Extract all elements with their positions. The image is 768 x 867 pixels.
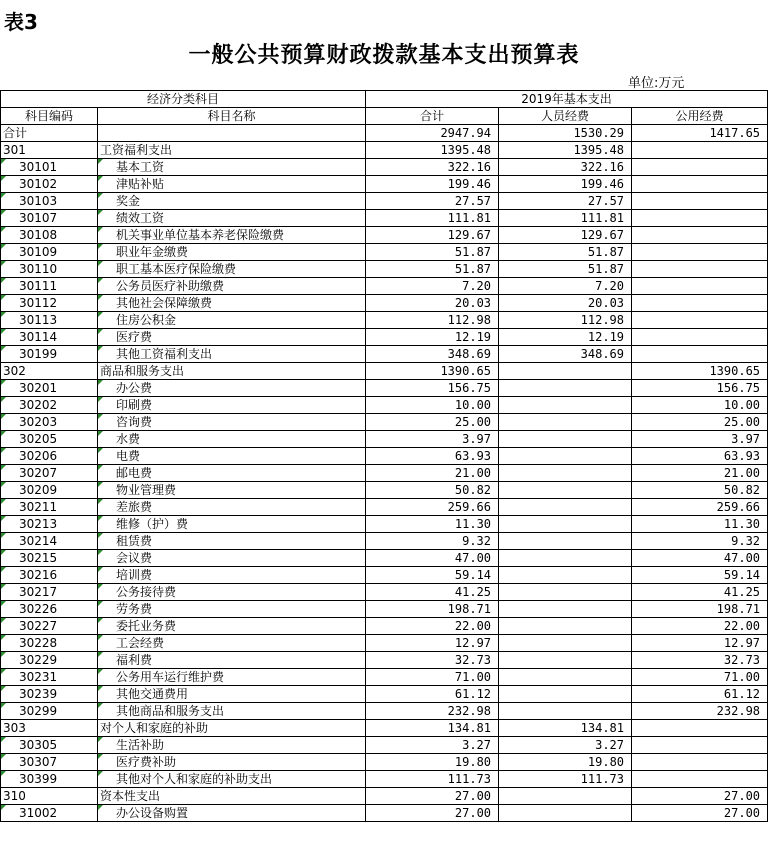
cell-total: 32.73 — [366, 652, 499, 669]
cell-subject-name: 奖金 — [98, 193, 366, 210]
cell-subject-name: 公务用车运行维护费 — [98, 669, 366, 686]
table-row — [1, 482, 768, 499]
table-row — [1, 618, 768, 635]
cell-total: 12.97 — [366, 635, 499, 652]
cell-subject-name: 租赁费 — [98, 533, 366, 550]
cell-total: 22.00 — [366, 618, 499, 635]
cell-subject-code: 30108 — [1, 227, 98, 244]
cell-public-funds: 259.66 — [632, 499, 768, 516]
unit-label: 单位:万元 — [628, 76, 685, 91]
cell-personnel-funds — [499, 601, 632, 618]
cell-subject-name: 公务员医疗补助缴费 — [98, 278, 366, 295]
cell-subject-code: 30203 — [1, 414, 98, 431]
cell-personnel-funds — [499, 431, 632, 448]
cell-subject-code: 30111 — [1, 278, 98, 295]
cell-subject-code: 30205 — [1, 431, 98, 448]
cell-subject-name: 其他对个人和家庭的补助支出 — [98, 771, 366, 788]
cell-public-funds — [632, 771, 768, 788]
cell-total: 156.75 — [366, 380, 499, 397]
cell-subject-code: 30229 — [1, 652, 98, 669]
table-row — [1, 669, 768, 686]
cell-total: 61.12 — [366, 686, 499, 703]
cell-public-funds: 47.00 — [632, 550, 768, 567]
cell-public-funds: 63.93 — [632, 448, 768, 465]
table-row — [1, 278, 768, 295]
cell-total: 63.93 — [366, 448, 499, 465]
cell-subject-code: 31002 — [1, 805, 98, 822]
cell-subject-code: 30305 — [1, 737, 98, 754]
cell-personnel-funds — [499, 499, 632, 516]
cell-subject-code: 30101 — [1, 159, 98, 176]
table-row — [1, 431, 768, 448]
cell-public-funds: 22.00 — [632, 618, 768, 635]
cell-subject-name: 其他交通费用 — [98, 686, 366, 703]
cell-total: 111.81 — [366, 210, 499, 227]
table-row — [1, 210, 768, 227]
cell-public-funds — [632, 295, 768, 312]
cell-public-funds: 32.73 — [632, 652, 768, 669]
cell-public-funds: 11.30 — [632, 516, 768, 533]
table-row — [1, 703, 768, 720]
table-number: 表3 — [4, 10, 38, 34]
cell-public-funds: 61.12 — [632, 686, 768, 703]
cell-public-funds — [632, 176, 768, 193]
header-personnel-funds: 人员经费 — [499, 108, 632, 125]
cell-subject-code: 30202 — [1, 397, 98, 414]
cell-public-funds: 3.97 — [632, 431, 768, 448]
cell-total: 20.03 — [366, 295, 499, 312]
table-row — [1, 516, 768, 533]
cell-subject-name: 维修（护）费 — [98, 516, 366, 533]
table-row — [1, 567, 768, 584]
cell-subject-name: 福利费 — [98, 652, 366, 669]
table-row — [1, 363, 768, 380]
table-body — [1, 125, 768, 822]
cell-personnel-funds — [499, 533, 632, 550]
cell-personnel-funds — [499, 550, 632, 567]
table-row — [1, 550, 768, 567]
header-public-funds: 公用经费 — [632, 108, 768, 125]
table-row — [1, 193, 768, 210]
cell-subject-name: 公务接待费 — [98, 584, 366, 601]
cell-total: 59.14 — [366, 567, 499, 584]
cell-personnel-funds: 12.19 — [499, 329, 632, 346]
cell-total: 47.00 — [366, 550, 499, 567]
header-total: 合计 — [366, 108, 499, 125]
cell-personnel-funds — [499, 788, 632, 805]
cell-public-funds: 41.25 — [632, 584, 768, 601]
budget-table — [0, 90, 768, 822]
cell-personnel-funds: 51.87 — [499, 244, 632, 261]
table-row — [1, 244, 768, 261]
cell-total: 11.30 — [366, 516, 499, 533]
table-row — [1, 414, 768, 431]
cell-total: 71.00 — [366, 669, 499, 686]
table-row — [1, 159, 768, 176]
cell-subject-code: 30109 — [1, 244, 98, 261]
cell-subject-code: 301 — [1, 142, 98, 159]
cell-personnel-funds: 129.67 — [499, 227, 632, 244]
page-title: 一般公共预算财政拨款基本支出预算表 — [188, 43, 580, 68]
cell-subject-name: 物业管理费 — [98, 482, 366, 499]
cell-subject-code: 30113 — [1, 312, 98, 329]
cell-total: 3.27 — [366, 737, 499, 754]
cell-subject-name — [98, 125, 366, 142]
cell-personnel-funds: 199.46 — [499, 176, 632, 193]
cell-subject-name: 其他商品和服务支出 — [98, 703, 366, 720]
cell-subject-name: 差旅费 — [98, 499, 366, 516]
cell-subject-code: 30399 — [1, 771, 98, 788]
cell-public-funds — [632, 312, 768, 329]
cell-subject-name: 住房公积金 — [98, 312, 366, 329]
cell-public-funds — [632, 346, 768, 363]
cell-public-funds: 27.00 — [632, 788, 768, 805]
header-row-columns — [1, 108, 768, 125]
cell-subject-code: 30214 — [1, 533, 98, 550]
cell-public-funds — [632, 720, 768, 737]
cell-personnel-funds: 1395.48 — [499, 142, 632, 159]
table-row — [1, 686, 768, 703]
cell-subject-code: 30231 — [1, 669, 98, 686]
table-row — [1, 601, 768, 618]
cell-total: 129.67 — [366, 227, 499, 244]
cell-total: 112.98 — [366, 312, 499, 329]
cell-total: 12.19 — [366, 329, 499, 346]
cell-subject-code: 30103 — [1, 193, 98, 210]
cell-total: 21.00 — [366, 465, 499, 482]
cell-personnel-funds — [499, 516, 632, 533]
cell-personnel-funds: 51.87 — [499, 261, 632, 278]
header-economic-classification: 经济分类科目 — [1, 91, 366, 108]
cell-subject-name: 津贴补贴 — [98, 176, 366, 193]
cell-subject-code: 30299 — [1, 703, 98, 720]
cell-subject-code: 30199 — [1, 346, 98, 363]
cell-total: 10.00 — [366, 397, 499, 414]
table-row — [1, 380, 768, 397]
cell-subject-code: 30215 — [1, 550, 98, 567]
cell-subject-code: 30226 — [1, 601, 98, 618]
table-row — [1, 397, 768, 414]
cell-total: 51.87 — [366, 261, 499, 278]
cell-subject-name: 基本工资 — [98, 159, 366, 176]
table-row — [1, 754, 768, 771]
cell-subject-name: 职业年金缴费 — [98, 244, 366, 261]
cell-public-funds — [632, 278, 768, 295]
cell-subject-code: 30228 — [1, 635, 98, 652]
cell-subject-code: 30239 — [1, 686, 98, 703]
cell-subject-name: 工资福利支出 — [98, 142, 366, 159]
cell-public-funds: 232.98 — [632, 703, 768, 720]
cell-personnel-funds: 322.16 — [499, 159, 632, 176]
cell-personnel-funds — [499, 482, 632, 499]
cell-subject-name: 电费 — [98, 448, 366, 465]
table-row — [1, 652, 768, 669]
cell-total: 259.66 — [366, 499, 499, 516]
cell-public-funds — [632, 193, 768, 210]
cell-subject-code: 30112 — [1, 295, 98, 312]
cell-public-funds: 9.32 — [632, 533, 768, 550]
table-row — [1, 584, 768, 601]
cell-total: 2947.94 — [366, 125, 499, 142]
header-row-group — [1, 91, 768, 108]
table-row — [1, 312, 768, 329]
table-row — [1, 771, 768, 788]
cell-total: 199.46 — [366, 176, 499, 193]
cell-total: 7.20 — [366, 278, 499, 295]
cell-personnel-funds — [499, 686, 632, 703]
table-row — [1, 261, 768, 278]
cell-subject-name: 办公费 — [98, 380, 366, 397]
cell-subject-code: 30211 — [1, 499, 98, 516]
cell-subject-name: 其他工资福利支出 — [98, 346, 366, 363]
cell-subject-name: 培训费 — [98, 567, 366, 584]
cell-subject-name: 会议费 — [98, 550, 366, 567]
cell-total: 1395.48 — [366, 142, 499, 159]
cell-subject-code: 30217 — [1, 584, 98, 601]
cell-public-funds: 21.00 — [632, 465, 768, 482]
cell-subject-name: 委托业务费 — [98, 618, 366, 635]
cell-personnel-funds: 19.80 — [499, 754, 632, 771]
cell-subject-name: 资本性支出 — [98, 788, 366, 805]
cell-subject-name: 工会经费 — [98, 635, 366, 652]
cell-total: 1390.65 — [366, 363, 499, 380]
cell-subject-code: 30207 — [1, 465, 98, 482]
table-row — [1, 346, 768, 363]
cell-subject-name: 机关事业单位基本养老保险缴费 — [98, 227, 366, 244]
cell-total: 348.69 — [366, 346, 499, 363]
cell-total: 3.97 — [366, 431, 499, 448]
cell-public-funds: 156.75 — [632, 380, 768, 397]
cell-subject-name: 绩效工资 — [98, 210, 366, 227]
cell-public-funds — [632, 244, 768, 261]
cell-subject-name: 医疗费 — [98, 329, 366, 346]
table-row — [1, 448, 768, 465]
cell-subject-name: 邮电费 — [98, 465, 366, 482]
cell-subject-name: 劳务费 — [98, 601, 366, 618]
cell-subject-code: 30307 — [1, 754, 98, 771]
cell-subject-name: 对个人和家庭的补助 — [98, 720, 366, 737]
cell-subject-code: 310 — [1, 788, 98, 805]
cell-personnel-funds — [499, 635, 632, 652]
cell-personnel-funds: 111.73 — [499, 771, 632, 788]
cell-personnel-funds — [499, 567, 632, 584]
cell-personnel-funds: 27.57 — [499, 193, 632, 210]
cell-public-funds: 1390.65 — [632, 363, 768, 380]
cell-personnel-funds — [499, 380, 632, 397]
cell-public-funds — [632, 227, 768, 244]
cell-total: 27.57 — [366, 193, 499, 210]
table-row — [1, 125, 768, 142]
cell-personnel-funds — [499, 414, 632, 431]
cell-public-funds — [632, 261, 768, 278]
cell-subject-code: 30114 — [1, 329, 98, 346]
cell-total: 198.71 — [366, 601, 499, 618]
cell-total: 322.16 — [366, 159, 499, 176]
cell-personnel-funds — [499, 363, 632, 380]
cell-public-funds — [632, 142, 768, 159]
cell-total: 232.98 — [366, 703, 499, 720]
cell-total: 50.82 — [366, 482, 499, 499]
header-subject-code: 科目编码 — [1, 108, 98, 125]
cell-personnel-funds: 3.27 — [499, 737, 632, 754]
cell-subject-code: 303 — [1, 720, 98, 737]
cell-public-funds: 27.00 — [632, 805, 768, 822]
cell-subject-name: 生活补助 — [98, 737, 366, 754]
table-row — [1, 295, 768, 312]
table-row — [1, 465, 768, 482]
cell-public-funds: 12.97 — [632, 635, 768, 652]
table-row — [1, 635, 768, 652]
table-row — [1, 533, 768, 550]
cell-subject-code: 30110 — [1, 261, 98, 278]
cell-personnel-funds — [499, 448, 632, 465]
cell-personnel-funds: 1530.29 — [499, 125, 632, 142]
cell-public-funds: 25.00 — [632, 414, 768, 431]
cell-public-funds: 50.82 — [632, 482, 768, 499]
table-row — [1, 788, 768, 805]
cell-subject-name: 职工基本医疗保险缴费 — [98, 261, 366, 278]
cell-total: 25.00 — [366, 414, 499, 431]
cell-public-funds — [632, 159, 768, 176]
cell-subject-code: 30213 — [1, 516, 98, 533]
table-row — [1, 142, 768, 159]
table-row — [1, 737, 768, 754]
cell-public-funds — [632, 737, 768, 754]
table-row — [1, 227, 768, 244]
cell-subject-code: 30102 — [1, 176, 98, 193]
cell-subject-name: 水费 — [98, 431, 366, 448]
cell-public-funds — [632, 754, 768, 771]
cell-personnel-funds — [499, 618, 632, 635]
header-basic-expenditure-year: 2019年基本支出 — [366, 91, 768, 108]
cell-total: 134.81 — [366, 720, 499, 737]
cell-subject-name: 商品和服务支出 — [98, 363, 366, 380]
cell-public-funds: 198.71 — [632, 601, 768, 618]
cell-total: 111.73 — [366, 771, 499, 788]
cell-personnel-funds — [499, 652, 632, 669]
cell-total: 27.00 — [366, 788, 499, 805]
cell-subject-code: 30227 — [1, 618, 98, 635]
header-subject-name: 科目名称 — [98, 108, 366, 125]
cell-subject-name: 咨询费 — [98, 414, 366, 431]
cell-total: 51.87 — [366, 244, 499, 261]
cell-total: 19.80 — [366, 754, 499, 771]
cell-subject-code: 30107 — [1, 210, 98, 227]
cell-subject-code: 30209 — [1, 482, 98, 499]
cell-personnel-funds — [499, 584, 632, 601]
cell-total: 41.25 — [366, 584, 499, 601]
cell-public-funds — [632, 329, 768, 346]
cell-subject-code: 合计 — [1, 125, 98, 142]
cell-personnel-funds — [499, 669, 632, 686]
cell-personnel-funds — [499, 805, 632, 822]
cell-subject-code: 302 — [1, 363, 98, 380]
cell-personnel-funds: 134.81 — [499, 720, 632, 737]
table-row — [1, 720, 768, 737]
cell-personnel-funds — [499, 703, 632, 720]
table-row — [1, 176, 768, 193]
cell-total: 27.00 — [366, 805, 499, 822]
cell-personnel-funds: 7.20 — [499, 278, 632, 295]
cell-personnel-funds — [499, 397, 632, 414]
cell-subject-name: 办公设备购置 — [98, 805, 366, 822]
cell-personnel-funds — [499, 465, 632, 482]
table-row — [1, 805, 768, 822]
cell-subject-code: 30201 — [1, 380, 98, 397]
cell-subject-code: 30216 — [1, 567, 98, 584]
cell-personnel-funds: 112.98 — [499, 312, 632, 329]
cell-subject-code: 30206 — [1, 448, 98, 465]
cell-public-funds: 59.14 — [632, 567, 768, 584]
cell-public-funds: 1417.65 — [632, 125, 768, 142]
cell-total: 9.32 — [366, 533, 499, 550]
cell-public-funds: 10.00 — [632, 397, 768, 414]
cell-public-funds — [632, 210, 768, 227]
table-row — [1, 499, 768, 516]
cell-public-funds: 71.00 — [632, 669, 768, 686]
table-row — [1, 329, 768, 346]
cell-personnel-funds: 20.03 — [499, 295, 632, 312]
cell-subject-name: 其他社会保障缴费 — [98, 295, 366, 312]
cell-subject-name: 印刷费 — [98, 397, 366, 414]
cell-personnel-funds: 111.81 — [499, 210, 632, 227]
cell-personnel-funds: 348.69 — [499, 346, 632, 363]
cell-subject-name: 医疗费补助 — [98, 754, 366, 771]
